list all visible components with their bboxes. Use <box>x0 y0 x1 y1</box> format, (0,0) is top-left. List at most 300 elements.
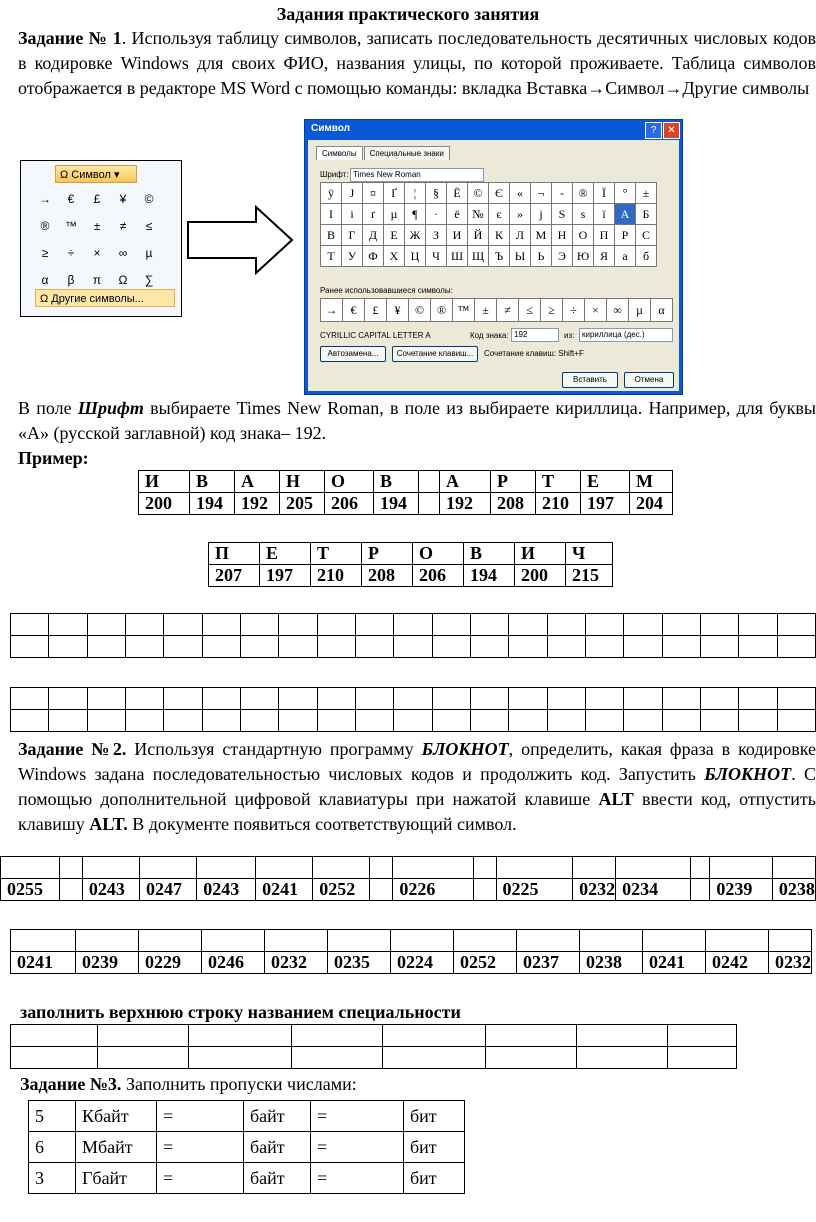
symbol-cell[interactable]: Т <box>320 245 342 267</box>
table-cell: 0246 <box>202 952 265 974</box>
empty-row <box>11 930 812 952</box>
table-cell: 215 <box>566 565 613 587</box>
menu-symbol-cell[interactable]: µ <box>145 246 153 260</box>
menu-symbol-cell[interactable]: ™ <box>65 219 77 233</box>
recent-symbol-cell[interactable]: ≥ <box>540 298 563 322</box>
table-cell <box>739 710 777 732</box>
table-cell <box>777 614 815 636</box>
table-cell <box>98 1047 189 1069</box>
symbol-cell[interactable]: і <box>341 203 363 225</box>
recent-symbol-cell[interactable]: ∞ <box>606 298 629 322</box>
symbol-cell[interactable]: ґ <box>362 203 384 225</box>
table-cell: 0232 <box>573 879 616 901</box>
symbol-cell[interactable]: Ц <box>404 245 426 267</box>
menu-symbol-cell[interactable]: ∑ <box>144 273 154 287</box>
table-cell <box>202 710 240 732</box>
table-cell: М <box>630 471 673 493</box>
table-cell <box>11 710 49 732</box>
table-cell: байт <box>244 1101 311 1132</box>
shortcut-button[interactable]: Сочетание клавиш... <box>392 346 478 362</box>
table-cell <box>279 710 317 732</box>
table-cell <box>355 710 393 732</box>
table-cell: = <box>311 1163 404 1194</box>
table-cell <box>739 636 777 658</box>
table-cell: 0241 <box>643 952 706 974</box>
table-cell <box>292 1025 383 1047</box>
symbol-cell[interactable]: - <box>551 182 573 204</box>
table-cell: бит <box>404 1101 465 1132</box>
table-cell <box>383 1047 486 1069</box>
recent-symbol-cell[interactable]: → <box>320 298 343 322</box>
symbol-cell[interactable]: Ј <box>341 182 363 204</box>
menu-symbol-cell[interactable]: Ω <box>118 273 128 287</box>
symbol-cell[interactable]: ё <box>446 203 468 225</box>
symbol-cell[interactable]: Н <box>551 224 573 246</box>
recent-symbol-cell[interactable]: ≠ <box>496 298 519 322</box>
recent-symbol-cell[interactable]: ™ <box>452 298 475 322</box>
table-cell <box>11 614 49 636</box>
table-cell <box>202 614 240 636</box>
table-row <box>11 1025 737 1047</box>
symbol-cell[interactable]: » <box>509 203 531 225</box>
recent-symbol-cell[interactable]: α <box>650 298 673 322</box>
table-cell <box>573 857 616 879</box>
table-cell: 0243 <box>197 879 256 901</box>
symbol-cell[interactable]: ї <box>593 203 615 225</box>
table-cell <box>432 710 470 732</box>
symbol-cell[interactable]: А <box>614 203 636 225</box>
symbol-cell[interactable]: К <box>488 224 510 246</box>
table-cell <box>668 1047 737 1069</box>
table-cell: 0237 <box>517 952 580 974</box>
table-cell: 210 <box>311 565 362 587</box>
symbol-cell[interactable]: Х <box>383 245 405 267</box>
table-cell <box>394 636 432 658</box>
menu-symbol-cell[interactable]: → <box>39 192 51 206</box>
symbol-cell[interactable]: С <box>635 224 657 246</box>
fill-instruction: заполнить верхнюю строку названием специальности <box>20 1002 461 1022</box>
symbol-grid <box>320 182 672 266</box>
symbol-cell[interactable]: µ <box>383 203 405 225</box>
tab-symbols[interactable]: Символы <box>316 146 363 160</box>
table-cell <box>202 930 265 952</box>
code-label: Код знака: <box>470 331 509 340</box>
table-cell <box>202 636 240 658</box>
symbol-cell[interactable]: ¦ <box>404 182 426 204</box>
table-cell <box>197 857 256 879</box>
table-cell <box>624 688 662 710</box>
table-cell: Р <box>491 471 536 493</box>
autocorrect-button[interactable]: Автозамена... <box>320 346 386 362</box>
table-cell <box>470 614 508 636</box>
table-cell: 0238 <box>772 879 815 901</box>
table-cell: П <box>209 543 260 565</box>
letters-row <box>139 471 673 493</box>
table-cell <box>202 688 240 710</box>
table-cell: 206 <box>325 493 374 515</box>
char-name: CYRILLIC CAPITAL LETTER A <box>320 331 431 340</box>
table-cell: 0238 <box>580 952 643 974</box>
table-cell: В <box>374 471 419 493</box>
task3-text: Заполнить пропуски числами: <box>121 1074 357 1094</box>
symbol-cell[interactable]: Е <box>383 224 405 246</box>
symbol-cell[interactable]: Я <box>593 245 615 267</box>
table-cell: 197 <box>260 565 311 587</box>
table-cell: 0239 <box>710 879 772 901</box>
symbol-cell[interactable]: § <box>425 182 447 204</box>
table-cell <box>240 614 278 636</box>
table-cell: А <box>440 471 491 493</box>
table-cell <box>189 1025 292 1047</box>
table-cell <box>700 688 738 710</box>
symbol-cell[interactable]: ± <box>635 182 657 204</box>
table-cell <box>700 614 738 636</box>
notepad-word-2: БЛОКНОТ <box>704 764 792 784</box>
table-cell: 200 <box>139 493 190 515</box>
table-cell <box>432 636 470 658</box>
table-cell: 0241 <box>256 879 313 901</box>
from-label: из: <box>564 331 575 340</box>
table-cell: 207 <box>209 565 260 587</box>
symbol-cell[interactable]: Ж <box>404 224 426 246</box>
recent-label: Ранее использовавшиеся символы: <box>320 286 453 295</box>
recent-symbol-cell[interactable]: ± <box>474 298 497 322</box>
table-cell <box>547 710 585 732</box>
table-cell: 0224 <box>391 952 454 974</box>
table-cell <box>370 857 393 879</box>
table-cell: бит <box>404 1132 465 1163</box>
table-cell <box>454 930 517 952</box>
symbol-cell[interactable]: О <box>572 224 594 246</box>
table-cell <box>76 930 139 952</box>
task2-paragraph <box>18 737 816 837</box>
table-cell <box>87 710 125 732</box>
table-cell: 0235 <box>328 952 391 974</box>
recent-symbol-cell[interactable]: ÷ <box>562 298 585 322</box>
codes-row <box>1 879 816 901</box>
symbol-cell[interactable]: З <box>425 224 447 246</box>
table-cell <box>585 614 623 636</box>
help-button[interactable]: ? <box>645 122 662 139</box>
table-cell <box>59 879 82 901</box>
menu-symbol-cell[interactable]: ± <box>93 219 101 233</box>
table-cell: = <box>157 1132 244 1163</box>
symbol-cell[interactable]: Д <box>362 224 384 246</box>
symbol-cell[interactable]: Ю <box>572 245 594 267</box>
table-cell <box>486 1025 577 1047</box>
table-cell <box>328 930 391 952</box>
symbol-cell[interactable]: ° <box>614 182 636 204</box>
table-cell <box>473 879 496 901</box>
table-cell: Мбайт <box>76 1132 157 1163</box>
symbol-cell[interactable]: © <box>467 182 489 204</box>
table-cell <box>49 636 87 658</box>
symbol-cell[interactable]: ¬ <box>530 182 552 204</box>
letters-row <box>209 543 613 565</box>
table-cell: Т <box>311 543 362 565</box>
symbol-cell[interactable]: ¶ <box>404 203 426 225</box>
table-cell <box>292 1047 383 1069</box>
symbol-cell[interactable]: Э <box>551 245 573 267</box>
symbol-cell[interactable]: № <box>467 203 489 225</box>
table-cell <box>577 1047 668 1069</box>
table-cell <box>11 636 49 658</box>
symbol-cell[interactable]: М <box>530 224 552 246</box>
table-cell <box>383 1025 486 1047</box>
table-cell <box>585 636 623 658</box>
menu-symbol-cell[interactable]: ¥ <box>119 192 127 206</box>
symbol-cell[interactable]: Л <box>509 224 531 246</box>
cancel-button[interactable]: Отмена <box>624 372 674 388</box>
close-button[interactable]: ✕ <box>663 122 680 139</box>
font-select[interactable]: Times New Roman <box>350 168 484 182</box>
table-cell: И <box>515 543 566 565</box>
table-cell <box>547 614 585 636</box>
menu-symbol-cell[interactable]: ∞ <box>118 246 128 260</box>
symbol-cell[interactable]: Ї <box>593 182 615 204</box>
table-cell <box>691 857 710 879</box>
menu-symbol-grid <box>33 187 179 295</box>
task1-paragraph <box>18 26 816 101</box>
symbol-cell[interactable]: Щ <box>467 245 489 267</box>
table-cell: 0232 <box>265 952 328 974</box>
menu-symbol-cell[interactable]: £ <box>93 192 101 206</box>
table-cell: 200 <box>515 565 566 587</box>
table-cell <box>355 688 393 710</box>
table-cell <box>256 857 313 879</box>
code-table-2 <box>10 929 812 974</box>
table-cell: 0225 <box>496 879 573 901</box>
symbol-cell[interactable]: ÿ <box>320 182 342 204</box>
recent-symbol-cell[interactable]: € <box>342 298 365 322</box>
table-cell <box>139 930 202 952</box>
table-cell <box>279 614 317 636</box>
table-cell: 194 <box>374 493 419 515</box>
menu-symbol-cell[interactable]: π <box>92 273 102 287</box>
symbol-cell[interactable]: Ы <box>509 245 531 267</box>
symbol-cell[interactable]: Г <box>341 224 363 246</box>
table-cell <box>164 688 202 710</box>
symbol-cell[interactable]: П <box>593 224 615 246</box>
table-cell: 0247 <box>140 879 197 901</box>
empty-row <box>1 857 816 879</box>
symbol-cell[interactable]: Р <box>614 224 636 246</box>
table-cell <box>394 710 432 732</box>
menu-symbol-cell[interactable]: ≥ <box>41 246 49 260</box>
table-cell <box>125 710 163 732</box>
menu-symbol-cell[interactable]: © <box>144 192 154 206</box>
menu-symbol-cell[interactable]: β <box>67 273 75 287</box>
table-cell: бит <box>404 1163 465 1194</box>
table-cell: 208 <box>362 565 413 587</box>
task3-heading <box>20 1074 357 1095</box>
table-cell: Р <box>362 543 413 565</box>
table-cell: 192 <box>235 493 280 515</box>
font-label: Шрифт: <box>320 170 349 179</box>
menu-symbol-cell[interactable]: α <box>41 273 49 287</box>
symbol-cell[interactable]: Ё <box>446 182 468 204</box>
recent-symbol-cell[interactable]: × <box>584 298 607 322</box>
recent-symbol-cell[interactable]: £ <box>364 298 387 322</box>
table-cell <box>710 857 772 879</box>
symbol-cell[interactable]: Ш <box>446 245 468 267</box>
symbol-cell[interactable]: ® <box>572 182 594 204</box>
table-cell: 192 <box>440 493 491 515</box>
table-cell <box>739 614 777 636</box>
table-cell <box>616 857 691 879</box>
table-cell <box>98 1025 189 1047</box>
code-input[interactable]: 192 <box>511 328 559 342</box>
menu-symbol-cell[interactable]: ≤ <box>145 219 153 233</box>
table-cell: 0241 <box>11 952 76 974</box>
table-cell <box>393 857 473 879</box>
recent-symbol-cell[interactable]: © <box>408 298 431 322</box>
table-cell <box>473 857 496 879</box>
table-cell <box>486 1047 577 1069</box>
table-cell <box>777 636 815 658</box>
symbol-cell[interactable]: Ь <box>530 245 552 267</box>
table-cell: 0255 <box>1 879 60 901</box>
recent-symbol-cell[interactable]: ¥ <box>386 298 409 322</box>
table-cell <box>87 636 125 658</box>
codes-row <box>11 952 812 974</box>
table-cell: 204 <box>630 493 673 515</box>
symbol-cell[interactable]: Ѕ <box>551 203 573 225</box>
table-cell <box>662 710 700 732</box>
menu-symbol-cell[interactable]: € <box>67 192 75 206</box>
table-cell: = <box>157 1163 244 1194</box>
symbol-cell[interactable]: · <box>425 203 447 225</box>
table-cell: Н <box>280 471 325 493</box>
menu-symbol-cell[interactable]: ÷ <box>67 246 75 260</box>
menu-symbol-cell[interactable]: ® <box>40 219 50 233</box>
table-cell <box>279 688 317 710</box>
table-cell <box>11 930 76 952</box>
symbol-cell[interactable]: ѕ <box>572 203 594 225</box>
table-cell: = <box>157 1101 244 1132</box>
insert-symbol-menu <box>20 160 182 317</box>
symbol-cell[interactable]: Й <box>467 224 489 246</box>
alt-key-2: ALT. <box>89 814 128 834</box>
table-cell <box>496 857 573 879</box>
table-cell <box>317 614 355 636</box>
table-cell <box>691 879 710 901</box>
recent-symbol-cell[interactable]: µ <box>628 298 651 322</box>
table-cell <box>394 688 432 710</box>
table-cell <box>509 688 547 710</box>
table-cell <box>355 614 393 636</box>
symbol-menu-button[interactable]: Ω Символ ▾ <box>55 165 137 183</box>
symbol-cell[interactable]: Ъ <box>488 245 510 267</box>
table-cell: О <box>325 471 374 493</box>
table-cell <box>509 614 547 636</box>
symbol-cell[interactable]: а <box>614 245 636 267</box>
table-row <box>29 1132 465 1163</box>
table-cell: 3 <box>29 1163 76 1194</box>
dialog-title: Символ <box>311 123 350 134</box>
table-cell: 194 <box>464 565 515 587</box>
symbol-cell[interactable]: Ґ <box>383 182 405 204</box>
symbol-cell[interactable]: Є <box>488 182 510 204</box>
table-cell <box>662 688 700 710</box>
table-cell <box>580 930 643 952</box>
table-row <box>11 1047 737 1069</box>
table-cell <box>313 857 370 879</box>
table-cell: 0234 <box>616 879 691 901</box>
table-cell <box>164 636 202 658</box>
example-label: Пример: <box>18 448 89 468</box>
table-cell <box>240 710 278 732</box>
table-cell: 0239 <box>76 952 139 974</box>
table-cell <box>240 688 278 710</box>
symbol-cell[interactable]: є <box>488 203 510 225</box>
more-symbols-item[interactable]: Ω Другие символы... <box>35 289 175 307</box>
table-cell: В <box>464 543 515 565</box>
tab-special[interactable]: Специальные знаки <box>364 146 450 160</box>
table-cell <box>391 930 454 952</box>
table-cell <box>517 930 580 952</box>
table-cell <box>470 636 508 658</box>
table-cell <box>419 493 440 515</box>
symbol-cell[interactable]: ј <box>530 203 552 225</box>
table-cell <box>585 688 623 710</box>
insert-button[interactable]: Вставить <box>562 372 618 388</box>
table-cell: 210 <box>536 493 581 515</box>
symbol-cell[interactable]: Ф <box>362 245 384 267</box>
example-table-1 <box>138 470 673 515</box>
table-cell: 0232 <box>769 952 812 974</box>
table-cell <box>769 930 812 952</box>
table-cell <box>624 710 662 732</box>
symbol-cell[interactable]: « <box>509 182 531 204</box>
table-cell <box>739 688 777 710</box>
symbol-cell[interactable]: І <box>320 203 342 225</box>
symbol-cell[interactable]: б <box>635 245 657 267</box>
right-arrow-icon <box>186 205 296 275</box>
table-row <box>29 1163 465 1194</box>
table-cell <box>49 688 87 710</box>
table-cell: Т <box>536 471 581 493</box>
table-cell: байт <box>244 1132 311 1163</box>
table-cell <box>189 1047 292 1069</box>
symbol-cell[interactable]: Ч <box>425 245 447 267</box>
symbol-cell[interactable]: В <box>320 224 342 246</box>
table-cell <box>317 710 355 732</box>
symbol-cell[interactable]: И <box>446 224 468 246</box>
shortcut-text: Сочетание клавиш: Shift+F <box>484 349 584 358</box>
table-row <box>29 1101 465 1132</box>
menu-symbol-cell[interactable]: × <box>93 246 101 260</box>
from-select[interactable]: кириллица (дес.) <box>579 328 673 342</box>
recent-symbol-cell[interactable]: ® <box>430 298 453 322</box>
symbol-cell[interactable]: ¤ <box>362 182 384 204</box>
para2-text2: выбираете Times New Roman, в поле из выбираете кириллица. Например, для буквы «А» (русской заглавной) код знака– 192. <box>18 398 816 443</box>
table-cell <box>49 614 87 636</box>
table-cell <box>700 710 738 732</box>
table-cell <box>509 636 547 658</box>
table-cell: 208 <box>491 493 536 515</box>
recent-symbol-cell[interactable]: ≤ <box>518 298 541 322</box>
table-cell <box>140 857 197 879</box>
symbol-cell[interactable]: Б <box>635 203 657 225</box>
table-cell <box>164 614 202 636</box>
table-cell: Ч <box>566 543 613 565</box>
symbol-cell[interactable]: У <box>341 245 363 267</box>
example-table-2 <box>208 542 613 587</box>
table-cell <box>164 710 202 732</box>
table-cell <box>11 1025 98 1047</box>
menu-symbol-cell[interactable]: ≠ <box>119 219 127 233</box>
